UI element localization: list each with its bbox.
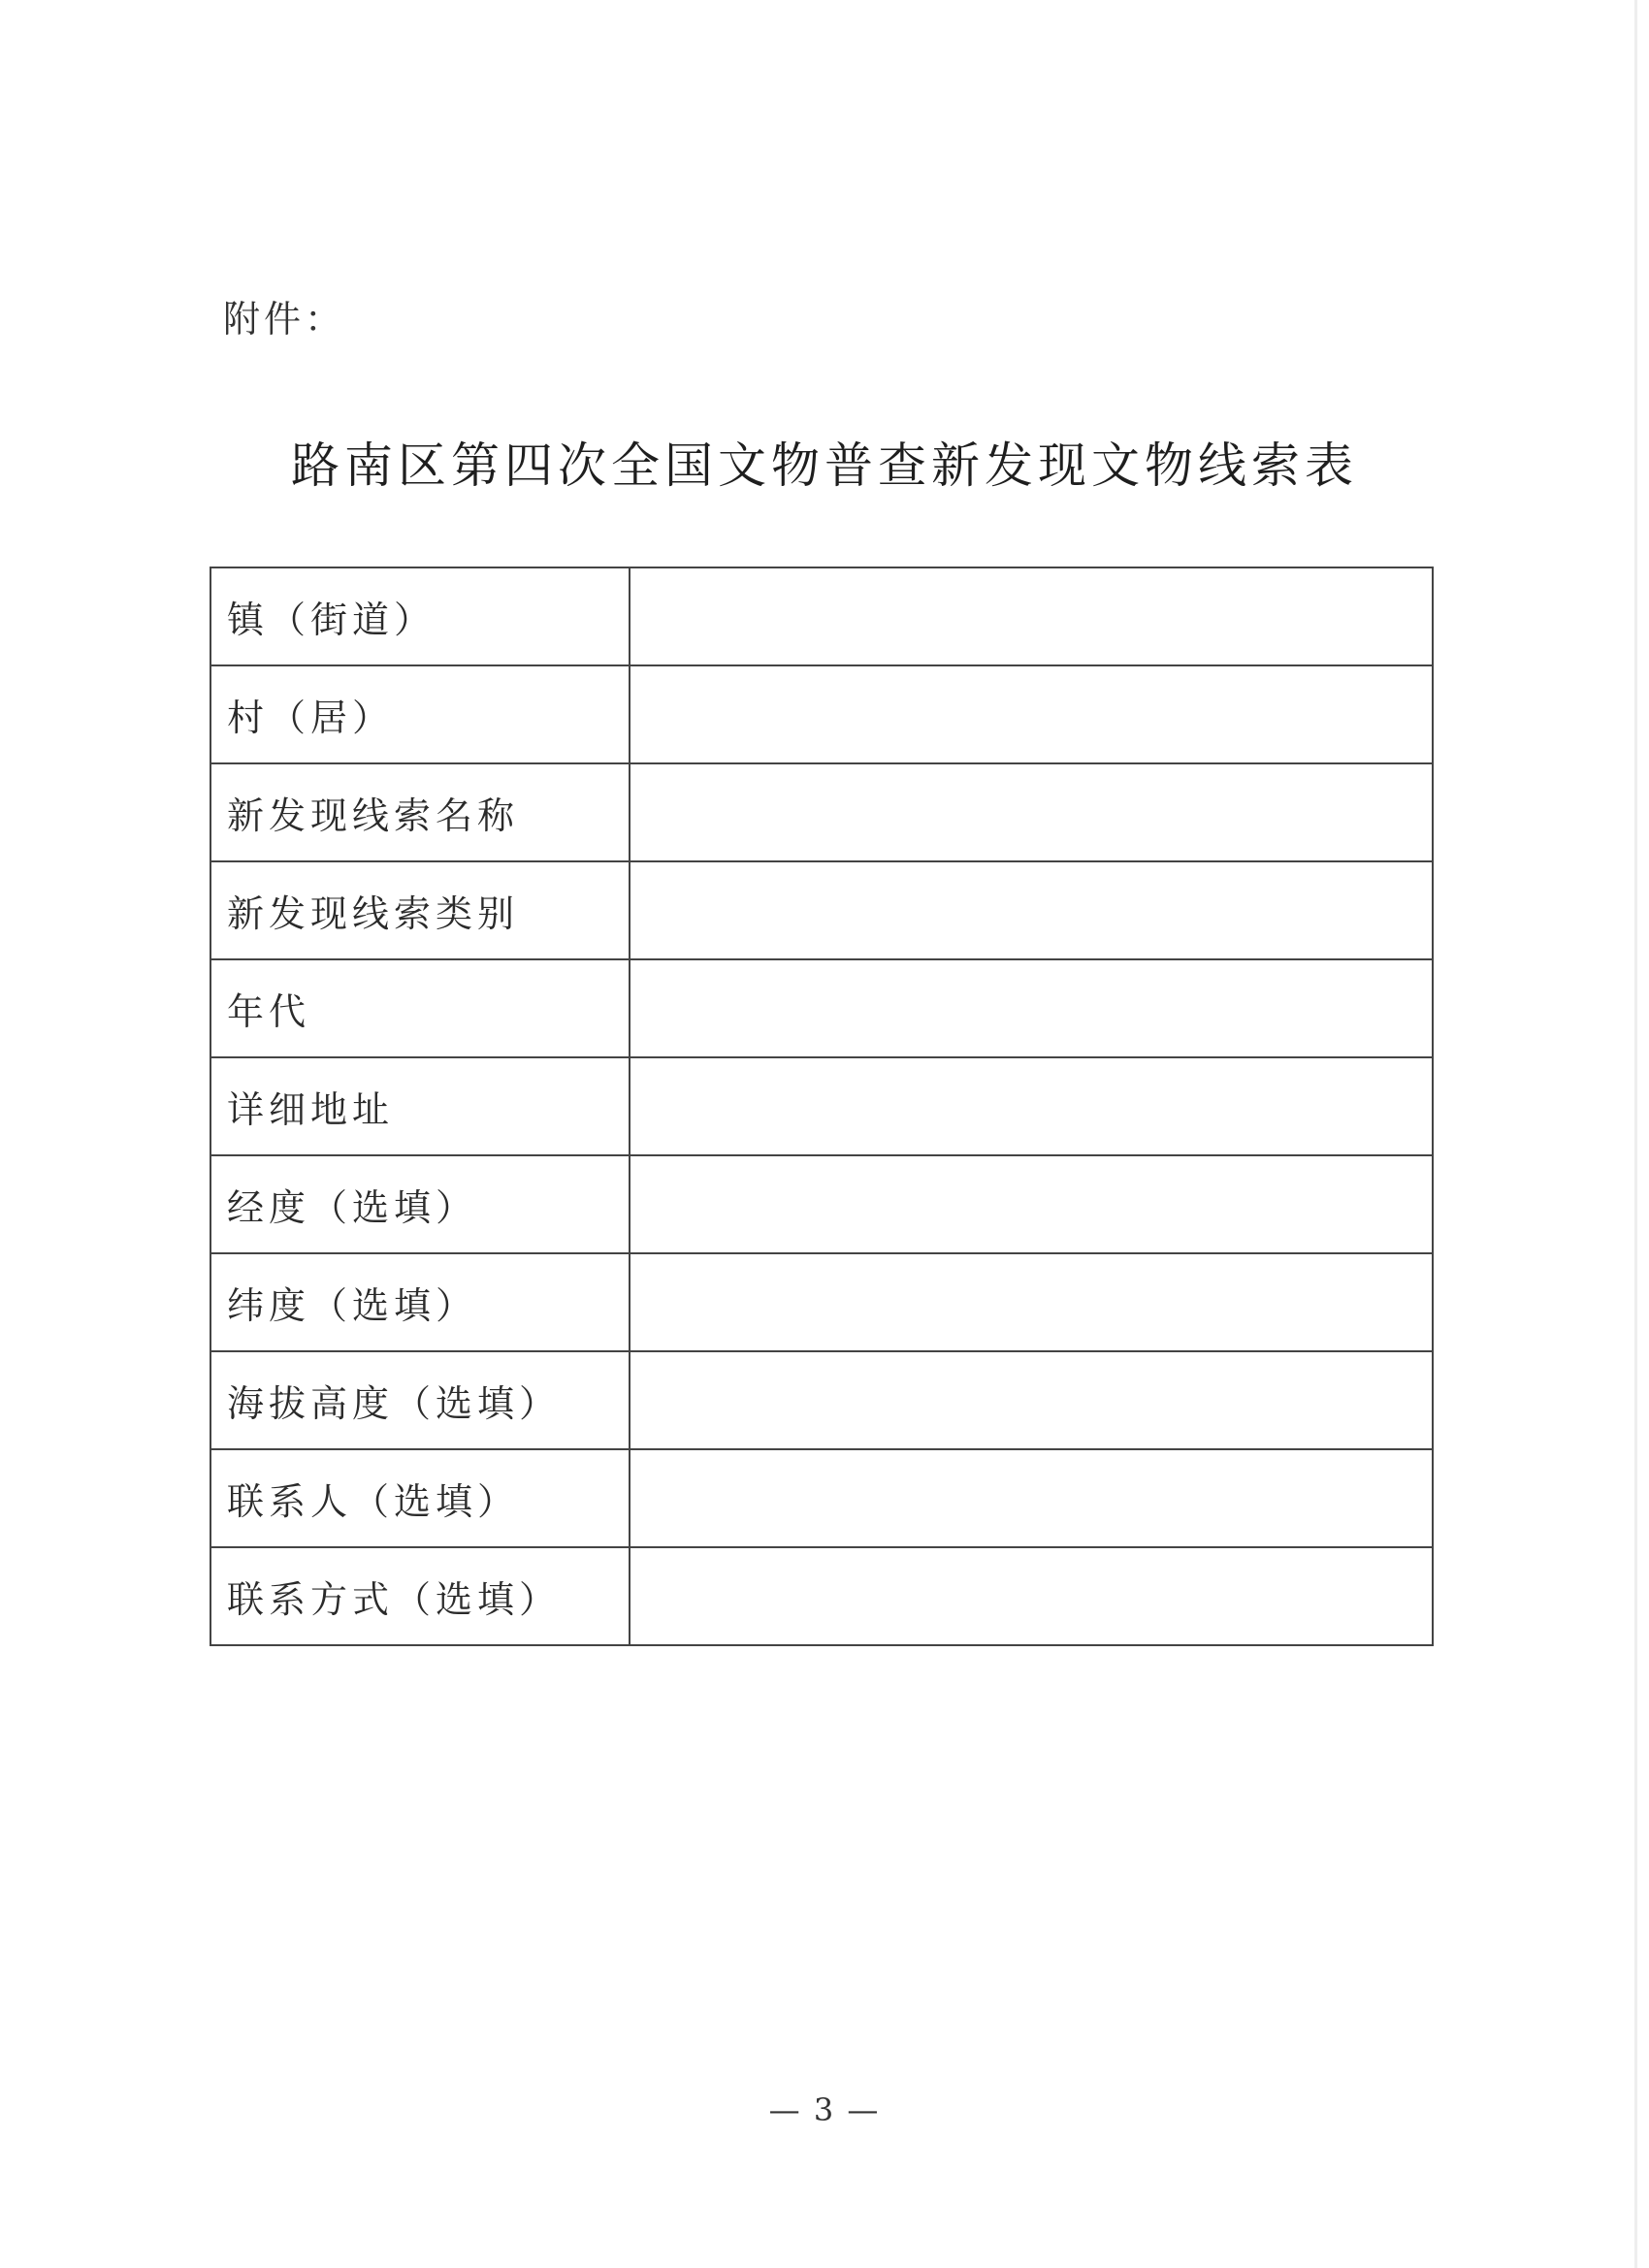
row-value-clue-category[interactable]: [630, 861, 1433, 959]
row-label-contact-person: 联系人（选填）: [210, 1449, 630, 1547]
row-value-address[interactable]: [630, 1057, 1433, 1155]
document-title: 路南区第四次全国文物普查新发现文物线索表: [291, 437, 1358, 494]
row-label-longitude: 经度（选填）: [210, 1155, 630, 1253]
row-value-altitude[interactable]: [630, 1351, 1433, 1449]
row-value-latitude[interactable]: [630, 1253, 1433, 1351]
row-label-town: 镇（街道）: [210, 567, 630, 665]
row-value-era[interactable]: [630, 959, 1433, 1057]
table-row: [210, 567, 1433, 665]
table-row: [210, 1057, 1433, 1155]
table-row: [210, 1547, 1433, 1645]
row-label-clue-category: 新发现线索类别: [210, 861, 630, 959]
row-value-contact-method[interactable]: [630, 1547, 1433, 1645]
table-row: [210, 763, 1433, 861]
table-row: [210, 1253, 1433, 1351]
row-value-clue-name[interactable]: [630, 763, 1433, 861]
row-label-village: 村（居）: [210, 665, 630, 763]
page-number: — 3 —: [768, 2091, 881, 2128]
attachment-label: 附件：: [223, 298, 346, 340]
table-row: [210, 665, 1433, 763]
row-value-village[interactable]: [630, 665, 1433, 763]
table-row: [210, 1155, 1433, 1253]
row-value-longitude[interactable]: [630, 1155, 1433, 1253]
clue-form-table: [210, 567, 1434, 1646]
table-row: [210, 861, 1433, 959]
table-row: [210, 1351, 1433, 1449]
row-label-clue-name: 新发现线索名称: [210, 763, 630, 861]
row-label-address: 详细地址: [210, 1057, 630, 1155]
row-value-town[interactable]: [630, 567, 1433, 665]
row-value-contact-person[interactable]: [630, 1449, 1433, 1547]
table-row: [210, 959, 1433, 1057]
row-label-latitude: 纬度（选填）: [210, 1253, 630, 1351]
row-label-altitude: 海拔高度（选填）: [210, 1351, 630, 1449]
row-label-contact-method: 联系方式（选填）: [210, 1547, 630, 1645]
row-label-era: 年代: [210, 959, 630, 1057]
table-row: [210, 1449, 1433, 1547]
scan-edge: [1634, 0, 1637, 2268]
